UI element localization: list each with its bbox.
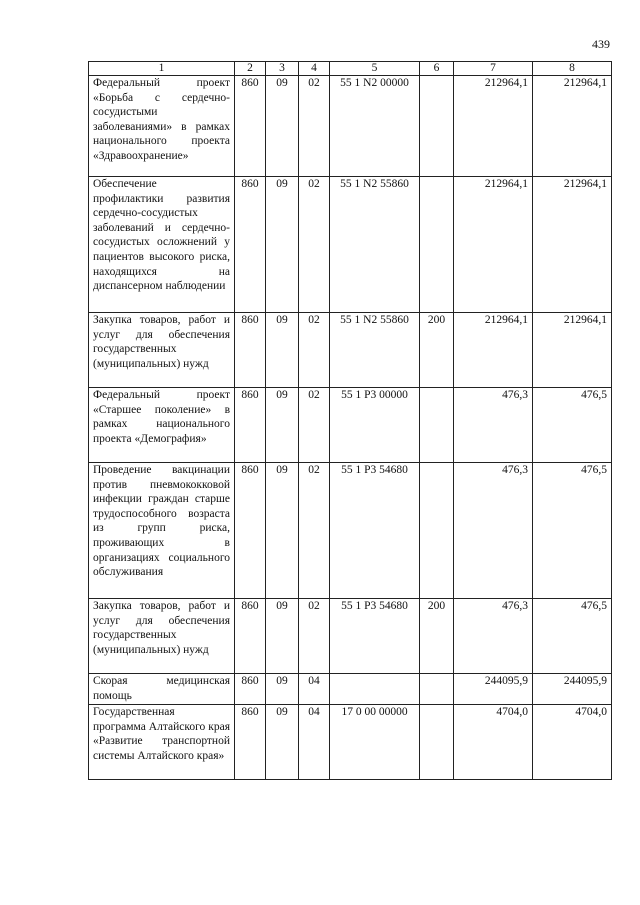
cell-section: 09 [266,705,299,780]
column-header: 7 [454,62,533,76]
row-name: Обеспечение профилактики развития сердечно-сосудистых заболеваний и сердечно-сосудистых осложнений у пациентов высокого риска, находящихся на диспансерном наблюдении [89,177,235,313]
cell-target-article: 55 1 P3 00000 [330,388,420,463]
cell-amount-8: 476,5 [533,388,612,463]
table-row [89,313,612,388]
cell-amount-7: 4704,0 [454,705,533,780]
cell-section: 09 [266,388,299,463]
column-header: 8 [533,62,612,76]
cell-section: 09 [266,463,299,599]
column-header: 5 [330,62,420,76]
column-header: 1 [89,62,235,76]
table-header-row [89,62,612,76]
cell-subsection: 04 [299,705,330,780]
row-name: Федеральный проект «Борьба с сердечно-сосудистыми заболеваниями» в рамках национального проекта «Здравоохранение» [89,76,235,177]
cell-subsection: 02 [299,177,330,313]
budget-table [88,61,612,780]
cell-section: 09 [266,177,299,313]
row-name: Скорая медицинская помощь [89,674,235,705]
cell-expense-type [420,177,454,313]
row-name: Федеральный проект «Старшее поколение» в рамках национального проекта «Демография» [89,388,235,463]
cell-subsection: 02 [299,388,330,463]
row-name: Закупка товаров, работ и услуг для обеспечения государственных (муниципальных) нужд [89,313,235,388]
cell-amount-7: 212964,1 [454,76,533,177]
cell-expense-type [420,463,454,599]
cell-expense-type [420,76,454,177]
cell-admin-code: 860 [235,599,266,674]
column-header: 4 [299,62,330,76]
cell-expense-type: 200 [420,313,454,388]
cell-admin-code: 860 [235,177,266,313]
cell-admin-code: 860 [235,674,266,705]
cell-amount-8: 476,5 [533,599,612,674]
column-header: 2 [235,62,266,76]
cell-section: 09 [266,313,299,388]
cell-target-article [330,674,420,705]
column-header: 6 [420,62,454,76]
cell-amount-8: 476,5 [533,463,612,599]
cell-amount-7: 212964,1 [454,177,533,313]
table-row [89,463,612,599]
table-row [89,388,612,463]
cell-amount-8: 212964,1 [533,177,612,313]
cell-amount-7: 476,3 [454,599,533,674]
cell-admin-code: 860 [235,76,266,177]
cell-admin-code: 860 [235,705,266,780]
table-row [89,705,612,780]
cell-amount-8: 212964,1 [533,313,612,388]
cell-expense-type [420,705,454,780]
cell-target-article: 55 1 P3 54680 [330,463,420,599]
cell-subsection: 02 [299,313,330,388]
cell-amount-7: 476,3 [454,463,533,599]
cell-admin-code: 860 [235,313,266,388]
table-row [89,674,612,705]
cell-expense-type [420,388,454,463]
table-row [89,76,612,177]
column-header: 3 [266,62,299,76]
cell-amount-7: 244095,9 [454,674,533,705]
cell-target-article: 55 1 N2 55860 [330,313,420,388]
cell-target-article: 55 1 N2 00000 [330,76,420,177]
row-name: Государственная программа Алтайского края «Развитие транспортной системы Алтайского края» [89,705,235,780]
cell-admin-code: 860 [235,388,266,463]
cell-section: 09 [266,674,299,705]
cell-subsection: 04 [299,674,330,705]
cell-target-article: 55 1 P3 54680 [330,599,420,674]
cell-target-article: 17 0 00 00000 [330,705,420,780]
cell-expense-type [420,674,454,705]
cell-amount-8: 244095,9 [533,674,612,705]
cell-amount-7: 212964,1 [454,313,533,388]
cell-subsection: 02 [299,76,330,177]
cell-subsection: 02 [299,463,330,599]
table-row [89,599,612,674]
cell-admin-code: 860 [235,463,266,599]
page-number: 439 [592,37,610,51]
row-name: Закупка товаров, работ и услуг для обеспечения государственных (муниципальных) нужд [89,599,235,674]
table-row [89,177,612,313]
row-name: Проведение вакцинации против пневмококковой инфекции граждан старше трудоспособного возраста из групп риска, проживающих в организациях социального обслуживания [89,463,235,599]
cell-target-article: 55 1 N2 55860 [330,177,420,313]
cell-section: 09 [266,76,299,177]
cell-amount-7: 476,3 [454,388,533,463]
cell-amount-8: 4704,0 [533,705,612,780]
cell-section: 09 [266,599,299,674]
cell-expense-type: 200 [420,599,454,674]
cell-subsection: 02 [299,599,330,674]
cell-amount-8: 212964,1 [533,76,612,177]
